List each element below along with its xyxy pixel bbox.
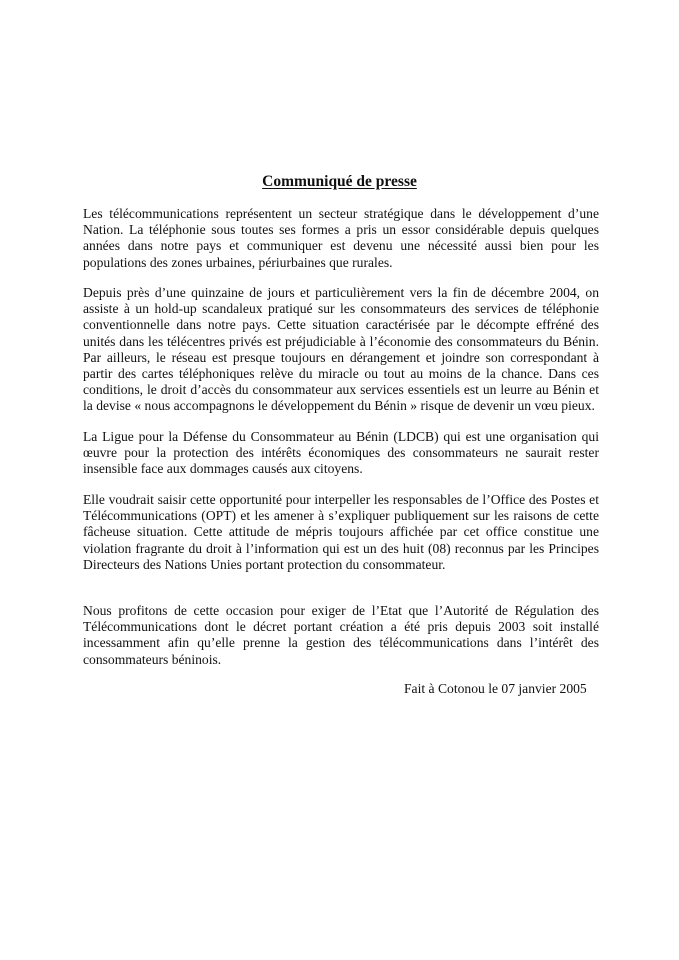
paragraph-ldcb: La Ligue pour la Défense du Consommateur au Bénin (LDCB) qui est une organisation qui œuvre pour la protection des intérêts économiques des consommateurs ne saurait rester insensible face aux dommages causés aux citoyens. — [83, 429, 599, 477]
paragraph-opt: Elle voudrait saisir cette opportunité pour interpeller les responsables de l’Office des Postes et Télécommunications (OPT) et les amener à s’expliquer publiquement sur les raisons de cette fâcheuse situation. Cette attitude de mépris toujours affichée par cet office constitue une violation fragrante du droit à l’information qui est un des huit (08) reconnus par les Principes Directeurs des Nations Unies portant protection du consommateur. — [83, 492, 599, 572]
signature-date-place: Fait à Cotonou le 07 janvier 2005 — [404, 681, 587, 696]
paragraph-regulation: Nous profitons de cette occasion pour exiger de l’Etat que l’Autorité de Régulation des Télécommunications dont le décret portant création a été pris depuis 2003 soit installé incessamment afin qu’elle prenne la gestion des télécommunications dans l’intérêt des consommateurs béninois. — [83, 603, 599, 667]
paragraph-intro: Les télécommunications représentent un secteur stratégique dans le développement d’une Nation. La téléphonie sous toutes ses formes a pris un essor considérable depuis quelques années dans notre pays et communiquer est devenu une nécessité aussi bien pour les populations des zones urbaines, périurbaines que rurales. — [83, 206, 599, 270]
paragraph-situation: Depuis près d’une quinzaine de jours et particulièrement vers la fin de décembre 2004, on assiste à un hold-up scandaleux pratiqué sur les consommateurs des services de téléphonie conventionnelle dans notre pays. Cette situation caractérisée par le décompte effréné des unités dans les télécentres privés est préjudiciable à l’économie des consommateurs du Bénin. Par ailleurs, le réseau est presque toujours en dérangement et joindre son correspondant à partir des cartes téléphoniques relève du miracle ou tout au moins de la chance. Dans ces conditions, le droit d’accès du consommateur aux services essentiels est un leurre au Bénin et la devise « nous accompagnons le développement du Bénin » risque de devenir un vœu pieux. — [83, 285, 599, 414]
document-title: Communiqué de presse — [262, 173, 417, 190]
